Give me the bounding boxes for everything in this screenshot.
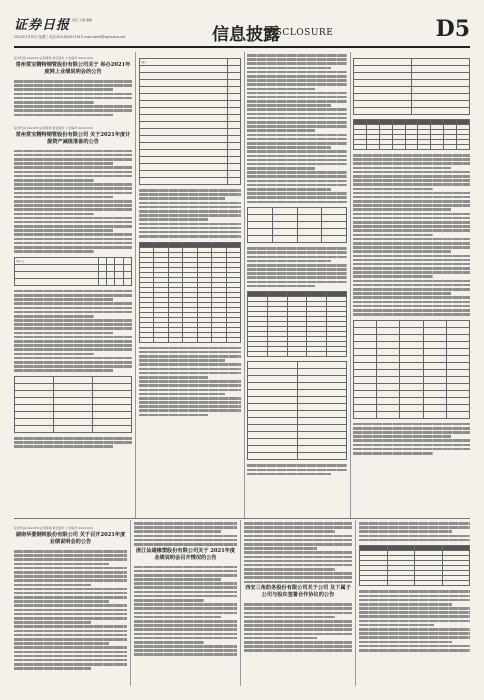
column-2 [139,54,241,516]
data-table [247,207,347,243]
bottom-column-3 [244,522,352,686]
data-table [353,320,470,419]
data-table [353,58,470,115]
announcement-code: 证券代码:002478 证券简称:常宝股份 公告编号:2022-016 [14,125,93,130]
data-table [247,291,347,357]
date-info: 2022年3月30日 星期三 电话:010-83251716 E-mail:zqrb9@zqrb.sina.net [14,35,126,39]
column-divider [350,52,351,518]
column-divider [135,52,136,518]
announcement-headline: 湖南华菱钢铁股份有限公司 关于召开2021年度业绩说明会的公告 [15,532,126,545]
data-table [247,361,347,460]
column-divider [240,520,241,686]
financial-table: 项目 [139,58,241,185]
column-divider [130,520,131,686]
column-1 [14,52,132,516]
bottom-column-4 [359,522,470,686]
announcement-headline: 常州常宝精特钢管股份有限公司关于 举办2021年度网上业绩说明会的公告 [15,62,131,75]
announcement-code: 证券代码:002478 证券简称:常宝股份 公告编号:2022-016 [14,526,93,530]
column-divider [355,520,356,686]
section-divider [14,518,470,519]
data-table: 单位:元 [14,257,132,286]
data-table [139,242,241,343]
data-table [353,119,470,150]
announcement-code: 证券代码:002478 证券简称:常宝股份 公告编号:2022-016 [14,56,93,60]
masthead [14,14,470,48]
column-divider [244,52,245,518]
announcement-headline: 西安三角防务股份有限公司关于公司 及下属子公司与股东签署合作协议的公告 [245,585,351,599]
data-table [359,545,470,586]
newspaper-logo: 证券日报 [14,18,71,33]
bottom-column-2 [134,522,237,686]
bottom-column-1 [14,522,127,686]
data-table [14,376,132,433]
announcement-headline: 浙江仙通橡塑股份有限公司关于 2021年度业绩说明会召开情况的公告 [135,547,236,561]
announcement-headline: 常州常宝精特钢管股份有限公司 关于2021年度计提资产减值准备的公告 [15,131,131,145]
section-title: 信息披露 [212,25,280,45]
section-title-en: DISCLOSURE [264,28,334,38]
column-4 [353,54,470,516]
page-number: D5 [435,16,470,42]
editor-info: 责任 王康 编辑 [72,18,92,22]
column-3 [247,54,347,516]
